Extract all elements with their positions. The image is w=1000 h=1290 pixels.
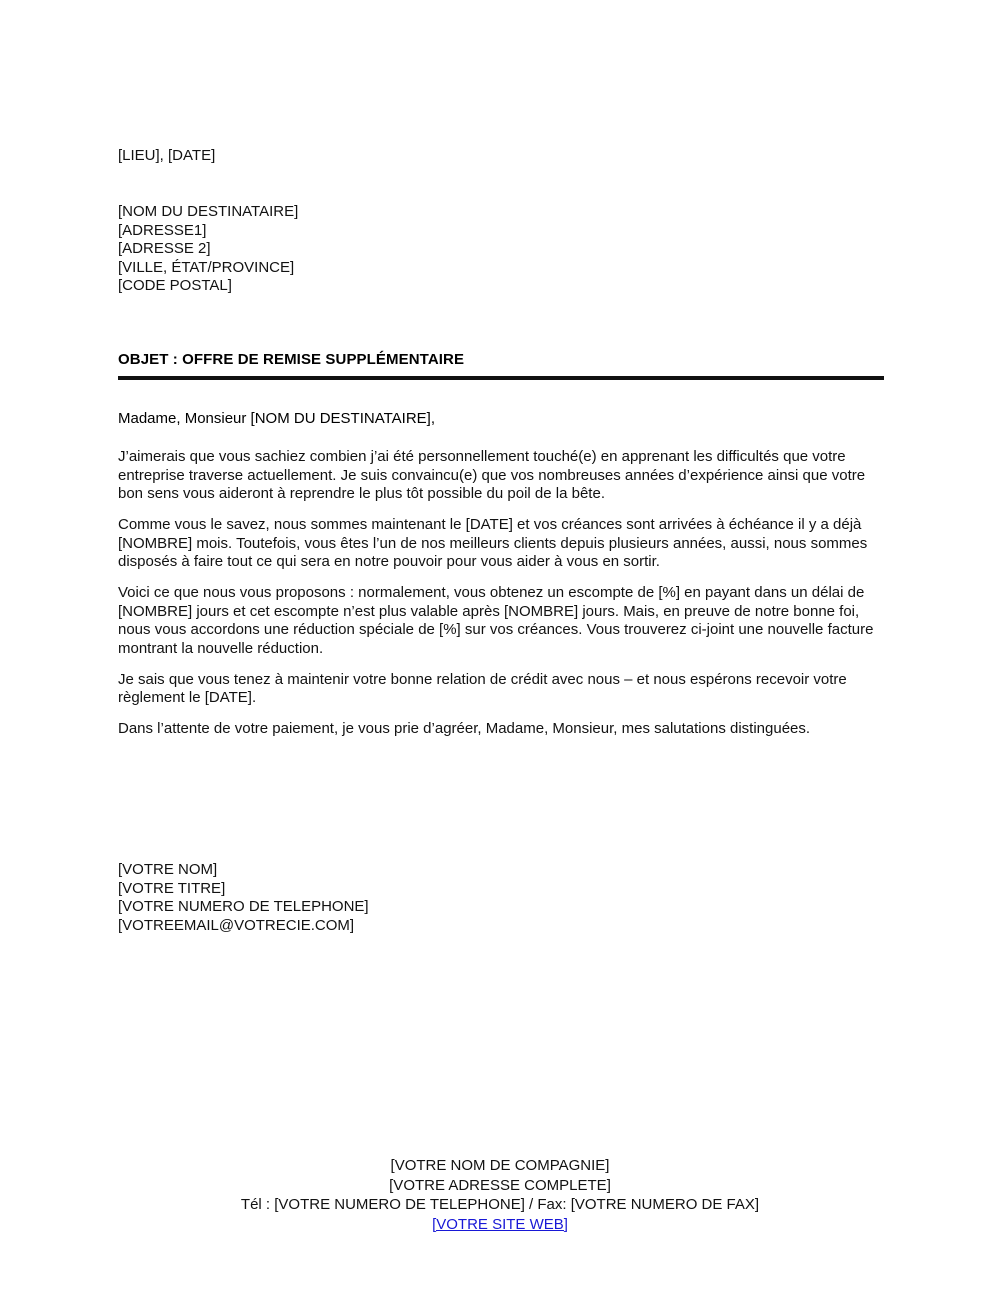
recipient-postal-code: [CODE POSTAL] xyxy=(118,277,232,294)
signature-title: [VOTRE TITRE] xyxy=(118,879,226,897)
subject-line: OBJET : OFFRE DE REMISE SUPPLÉMENTAIRE xyxy=(118,351,465,368)
recipient-city-state: [VILLE, ÉTAT/PROVINCE] xyxy=(118,258,295,276)
body-paragraph: Dans l’attente de votre paiement, je vous prie d’agréer, Madame, Monsieur, mes salutations distinguées. xyxy=(118,720,811,737)
body-paragraph: J’aimerais que vous sachiez combien j’ai été personnellement touché(e) en apprenant les difficultés que votre entreprise traverse actuellement. Je suis convaincu(e) que vos nombreuses années d’expérience ainsi que votre bon sens vous aideront à reprendre le plus tôt possible du poil de la bête. xyxy=(118,448,866,502)
footer-phone-fax: Tél : [VOTRE NUMERO DE TELEPHONE] / Fax: [VOTRE NUMERO DE FAX] xyxy=(240,1196,760,1213)
signature-name: [VOTRE NOM] xyxy=(118,861,218,878)
salutation-line: Madame, Monsieur [NOM DU DESTINATAIRE], xyxy=(118,410,436,427)
footer-address: [VOTRE ADRESSE COMPLETE] xyxy=(389,1176,611,1194)
signature-phone: [VOTRE NUMERO DE TELEPHONE] xyxy=(118,898,369,915)
signature-block xyxy=(118,861,369,935)
letter-body xyxy=(118,448,888,739)
recipient-name: [NOM DU DESTINATAIRE] xyxy=(118,203,299,220)
footer-company-name: [VOTRE NOM DE COMPAGNIE] xyxy=(390,1157,610,1174)
date-line-text: [LIEU], [DATE] xyxy=(118,147,216,164)
footer-website-link[interactable]: [VOTRE SITE WEB] xyxy=(432,1215,568,1233)
recipient-address-block xyxy=(118,203,298,296)
recipient-address1: [ADRESSE1] xyxy=(118,221,207,239)
date-line xyxy=(118,147,215,166)
body-paragraph: Comme vous le savez, nous sommes maintenant le [DATE] et vos créances sont arrivées à échéance il y a déjà [NOMBRE] mois. Toutefois, vous êtes l’un de nos meilleurs clients depuis plusieurs années, aussi, nous sommes disposés à faire tout ce qui sera en notre pouvoir pour vous aider à vous en sortir. xyxy=(118,516,868,570)
body-paragraph: Voici ce que nous vous proposons : normalement, vous obtenez un escompte de [%] en payant dans un délai de [NOMBRE] jours et cet escompte n’est plus valable après [NOMBRE] jours. Mais, en preuve de notre bonne foi, nous vous accordons une réduction spéciale de [%] sur vos créances. Vous trouverez ci-joint une nouvelle facture montrant la nouvelle réduction. xyxy=(118,584,874,657)
subject-divider-rule xyxy=(118,376,884,380)
recipient-address2: [ADRESSE 2] xyxy=(118,240,211,257)
body-paragraph: Je sais que vous tenez à maintenir votre bonne relation de crédit avec nous – et nous espérons recevoir votre règlement le [DATE]. xyxy=(118,670,847,706)
page-footer xyxy=(0,1156,1000,1234)
footer-website-link-wrapper xyxy=(0,1215,1000,1235)
signature-email: [VOTREEMAIL@VOTRECIE.COM] xyxy=(118,916,355,934)
